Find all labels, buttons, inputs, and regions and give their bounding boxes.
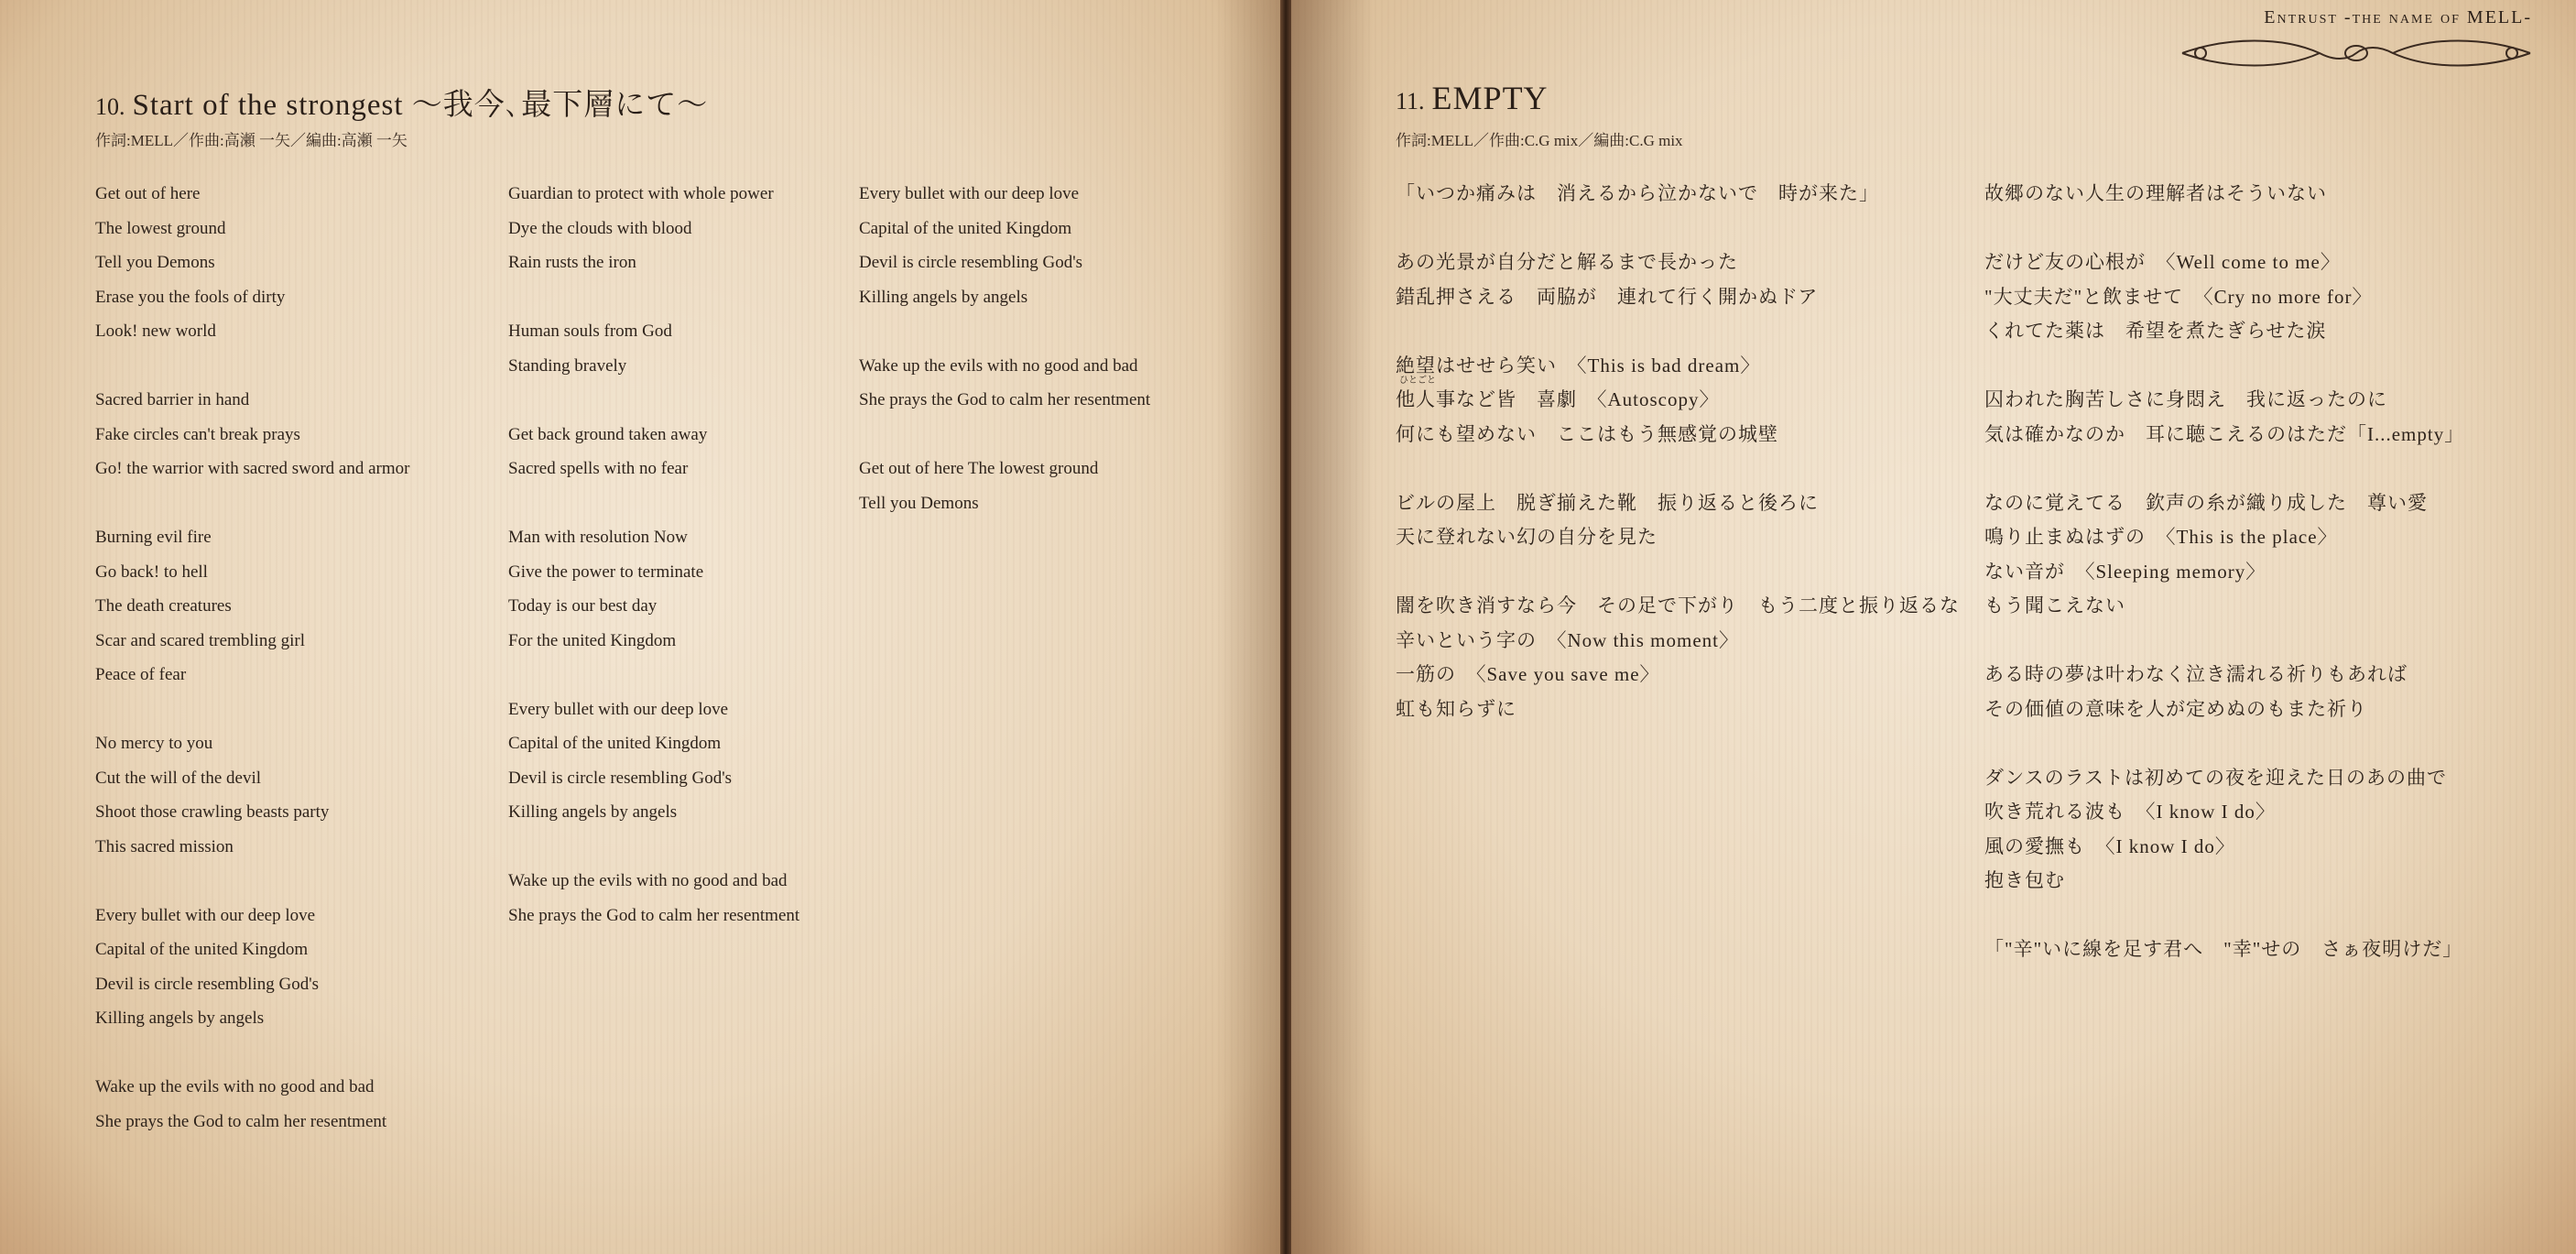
song-10-title — [95, 81, 708, 124]
lyric-line: Today is our best day — [508, 596, 658, 616]
lyric-line: Get out of here The lowest ground — [859, 459, 1099, 478]
stanza-gap — [508, 383, 799, 418]
lyric-line: 絶望はせせら笑い 〈This is bad dream〉 — [1396, 354, 1761, 376]
stanza-gap — [508, 280, 799, 315]
ornament-flourish — [2173, 35, 2539, 71]
lyric-line: Look! new world — [95, 322, 216, 341]
lyric-line: Capital of the united Kingdom — [859, 218, 1072, 238]
lyric-line: 辛いという字の 〈Now this moment〉 — [1396, 628, 1739, 651]
lyric-line: Killing angels by angels — [859, 287, 1028, 307]
lyric-line: だけど友の心根が 〈Well come to me〉 — [1984, 251, 2341, 273]
stanza-gap — [508, 830, 799, 865]
lyric-line: ない音が 〈Sleeping memory〉 — [1984, 560, 2266, 583]
song-10-name: Start of the strongest ～我今､最下層にて～ — [132, 89, 709, 122]
lyric-line: 吹き荒れる波も 〈I know I do〉 — [1984, 801, 2276, 823]
stanza-gap — [1984, 624, 2464, 659]
lyric-line: Capital of the united Kingdom — [508, 734, 722, 753]
song-10-lyrics-column-1 — [95, 177, 409, 1139]
lyric-line: 抱き包む — [1984, 869, 2065, 891]
lyric-line: なのに覚えてる 欽声の糸が織り成した 尊い愛 — [1984, 491, 2428, 514]
stanza-gap — [95, 486, 409, 521]
lyric-line: もう聞こえない — [1984, 594, 2125, 616]
lyric-line: 「いつか痛みは 消えるから泣かないで 時が来た」 — [1396, 182, 1879, 204]
lyric-line: The lowest ground — [95, 218, 226, 238]
stanza-gap — [1984, 726, 2464, 761]
lyric-line: 天に登れない幻の自分を見た — [1396, 526, 1658, 548]
song-10-number: 10. — [95, 93, 125, 120]
book-spine — [1280, 0, 1291, 1254]
lyric-line: 闇を吹き消すなら今 その足で下がり もう二度と振り返るな — [1396, 594, 1960, 616]
lyric-line: Go back! to hell — [95, 562, 208, 582]
lyric-line: Man with resolution Now — [508, 528, 688, 547]
lyric-line: Erase you the fools of dirty — [95, 287, 286, 307]
lyric-line: Fake circles can't break prays — [95, 424, 300, 444]
lyric-line: 風の愛撫も 〈I know I do〉 — [1984, 834, 2235, 857]
stanza-gap — [1396, 212, 1960, 246]
lyric-line: ビルの屋上 脱ぎ揃えた靴 振り返ると後ろに — [1396, 491, 1819, 514]
right-page — [1291, 0, 2576, 1254]
stanza-gap — [1984, 899, 2464, 933]
ruby-reading: ひとごと — [1399, 376, 1436, 386]
lyric-line: 虹も知らずに — [1396, 697, 1516, 720]
lyric-line: 故郷のない人生の理解者はそういない — [1984, 182, 2327, 204]
lyric-line: Capital of the united Kingdom — [95, 940, 309, 959]
lyric-line: Guardian to protect with whole power — [508, 184, 774, 203]
lyric-line: ダンスのラストは初めての夜を迎えた日のあの曲で — [1984, 766, 2447, 789]
lyric-line: Sacred spells with no fear — [508, 459, 689, 478]
stanza-gap — [508, 658, 799, 692]
stanza-gap — [1984, 452, 2464, 486]
stanza-gap — [508, 486, 799, 521]
lyric-line: Scar and scared trembling girl — [95, 630, 305, 650]
lyric-line: Tell you Demons — [859, 493, 979, 513]
song-10-lyrics-column-2 — [508, 177, 799, 932]
lyric-line: Tell you Demons — [95, 253, 215, 272]
lyric-line: あの光景が自分だと解るまで長かった — [1396, 251, 1738, 273]
lyric-line: She prays the God to calm her resentment — [859, 390, 1151, 409]
stanza-gap — [1984, 212, 2464, 246]
lyric-line: For the united Kingdom — [508, 630, 677, 650]
lyric-line: Standing bravely — [508, 355, 627, 376]
song-11-number: 11. — [1396, 88, 1425, 114]
lyric-line: Devil is circle resembling God's — [859, 253, 1083, 272]
stanza-gap — [1396, 452, 1960, 486]
album-brand — [2173, 4, 2539, 73]
lyric-line: Get out of here — [95, 184, 201, 203]
album-brand-text: Entrust -the name of MELL- — [2264, 7, 2532, 27]
stanza-gap — [1396, 314, 1960, 349]
lyric-line: Wake up the evils with no good and bad — [859, 355, 1138, 376]
lyric-line: Every bullet with our deep love — [859, 184, 1080, 203]
lyric-line: She prays the God to calm her resentment — [508, 905, 800, 925]
song-11-lyrics-column-2 — [1984, 177, 2464, 967]
lyric-line: Sacred barrier in hand — [95, 390, 250, 409]
lyric-line: Go! the warrior with sacred sword and armor — [95, 459, 410, 478]
lyric-line: Killing angels by angels — [95, 1009, 265, 1028]
lyric-line: その価値の意味を人が定めぬのもまた祈り — [1984, 697, 2367, 720]
lyric-line: Devil is circle resembling God's — [508, 768, 733, 788]
lyric-line: Cut the will of the devil — [95, 768, 262, 788]
lyric-line: Shoot those crawling beasts party — [95, 802, 330, 822]
lyric-line — [1396, 376, 1960, 418]
stanza-gap — [1396, 555, 1960, 590]
lyric-line: Burning evil fire — [95, 528, 212, 547]
lyric-line: "大丈夫だ"と飲ませて 〈Cry no more for〉 — [1984, 285, 2373, 308]
stanza-gap — [95, 1036, 409, 1071]
lyric-line: Give the power to terminate — [508, 562, 704, 582]
lyric-line: 一筋の 〈Save you save me〉 — [1396, 663, 1660, 685]
lyric-line: Peace of fear — [95, 665, 187, 684]
song-11-title — [1396, 79, 1549, 117]
song-11-credits: 作詞:MELL／作曲:C.G mix／編曲:C.G mix — [1396, 132, 1683, 149]
lyric-line: Killing angels by angels — [508, 802, 678, 822]
ruby-word: 他人事 ひとごと — [1396, 376, 1456, 410]
lyric-line: Get back ground taken away — [508, 424, 708, 444]
lyric-line: Human souls from God — [508, 322, 672, 341]
lyric-line: Every bullet with our deep love — [508, 699, 729, 719]
lyric-line: Wake up the evils with no good and bad — [508, 871, 788, 890]
lyric-line: No mercy to you — [95, 734, 213, 753]
lyric-line: The death creatures — [95, 596, 232, 616]
song-11-name: EMPTY — [1431, 80, 1549, 116]
lyric-line: Wake up the evils with no good and bad — [95, 1077, 375, 1096]
stanza-gap — [95, 692, 409, 727]
lyric-line: 囚われた胸苦しさに身悶え 我に返ったのに — [1984, 388, 2387, 410]
lyric-line: She prays the God to calm her resentment — [95, 1111, 387, 1131]
lyric-line: 何にも望めない ここはもう無感覚の城壁 — [1396, 422, 1778, 445]
lyric-line: 「"辛"いに線を足す君へ "幸"せの さぁ夜明けだ」 — [1984, 938, 2463, 960]
lyric-line: Rain rusts the iron — [508, 253, 636, 272]
lyric-line: Dye the clouds with blood — [508, 218, 692, 238]
stanza-gap — [95, 349, 409, 384]
stanza-gap — [859, 314, 1150, 349]
lyric-line: This sacred mission — [95, 836, 234, 856]
lyric-line: くれてた薬は 希望を煮たぎらせた涙 — [1984, 320, 2327, 342]
song-10-credits: 作詞:MELL／作曲:高瀬 一矢／編曲:高瀬 一矢 — [95, 132, 408, 149]
stanza-gap — [859, 418, 1150, 453]
lyric-line: 鳴り止まぬはずの 〈This is the place〉 — [1984, 526, 2338, 548]
lyric-line: Devil is circle resembling God's — [95, 974, 320, 994]
lyric-line: ある時の夢は叶わなく泣き濡れる祈りもあれば — [1984, 663, 2408, 685]
lyric-line: 錯乱押さえる 両脇が 連れて行く開かぬドア — [1396, 285, 1819, 308]
song-10-lyrics-column-3 — [859, 177, 1150, 520]
song-11-lyrics-column-1 — [1396, 177, 1960, 726]
lyric-line-rest: など皆 喜劇 〈Autoscopy〉 — [1456, 388, 1720, 410]
stanza-gap — [1984, 349, 2464, 384]
lyric-line: 気は確かなのか 耳に聴こえるのはただ「I...empty」 — [1984, 422, 2465, 445]
stanza-gap — [95, 864, 409, 899]
left-page — [0, 0, 1280, 1254]
lyric-line: Every bullet with our deep love — [95, 905, 316, 925]
